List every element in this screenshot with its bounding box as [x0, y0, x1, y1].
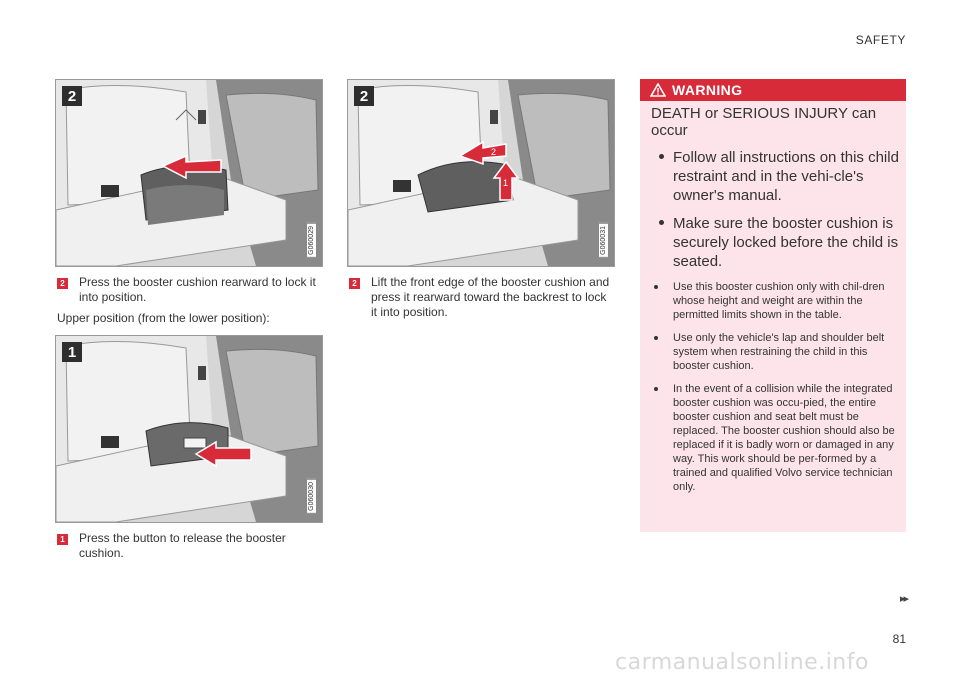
step-item [349, 275, 611, 320]
seat-illustration [348, 80, 614, 266]
seat-illustration [56, 336, 322, 522]
watermark: carmanualsonline.info [615, 650, 869, 675]
figure-badge: 2 [62, 86, 82, 106]
upper-position-heading: Upper position (from the lower position): [57, 311, 270, 325]
step-item [57, 531, 319, 561]
list-item: Use this booster cushion only with chil-dren whose height and weight are within the permitted limits shown in the table. [640, 280, 906, 322]
section-header: SAFETY [855, 33, 906, 47]
figure-badge: 2 [354, 86, 374, 106]
svg-text:1: 1 [503, 178, 509, 188]
list-item: Use only the vehicle's lap and shoulder belt system when restraining the child in this booster cushion. [640, 331, 906, 373]
svg-text:2: 2 [491, 147, 497, 157]
step-number-badge: 1 [57, 534, 68, 545]
figure-booster-rearward [55, 79, 323, 267]
list-item: In the event of a collision while the integrated booster cushion was occu-pied, the entire booster cushion and seat belt must be replaced. The booster cushion should also be replaced if it is badly worn or damaged in any way. This work should be per-formed by a trained and qualified Volvo service technician only. [640, 382, 906, 494]
step-number-badge: 2 [57, 278, 68, 289]
double-chevron-right-icon[interactable]: ▸▸ [899, 593, 907, 605]
list-item: Follow all instructions on this child restraint and in the vehi-cle's owner's manual. [640, 148, 906, 205]
figure-booster-lift-press [347, 79, 615, 267]
warning-main-list [640, 148, 906, 271]
step-text: Press the booster cushion rearward to lock it into position. [79, 275, 316, 304]
figure-badge: 1 [62, 342, 82, 362]
list-item: Make sure the booster cushion is securely locked before the child is seated. [640, 214, 906, 271]
warning-box [640, 79, 906, 532]
step-text: Lift the front edge of the booster cushion and press it rearward toward the backrest to lock it into position. [371, 275, 610, 319]
step-text: Press the button to release the booster cushion. [79, 531, 286, 560]
warning-header [640, 79, 906, 101]
page-number: 81 [892, 632, 906, 646]
step-number-badge: 2 [349, 278, 360, 289]
warning-triangle-icon [650, 83, 666, 97]
figure-id: G060030 [306, 479, 317, 514]
figure-booster-release [55, 335, 323, 523]
warning-title: WARNING [672, 82, 743, 98]
figure-id: G060031 [598, 223, 609, 258]
figure-id: G060029 [306, 223, 317, 258]
warning-detail-list [640, 280, 906, 494]
step-item [57, 275, 319, 305]
warning-lead: DEATH or SERIOUS INJURY can occur [651, 105, 877, 139]
seat-illustration [56, 80, 322, 266]
